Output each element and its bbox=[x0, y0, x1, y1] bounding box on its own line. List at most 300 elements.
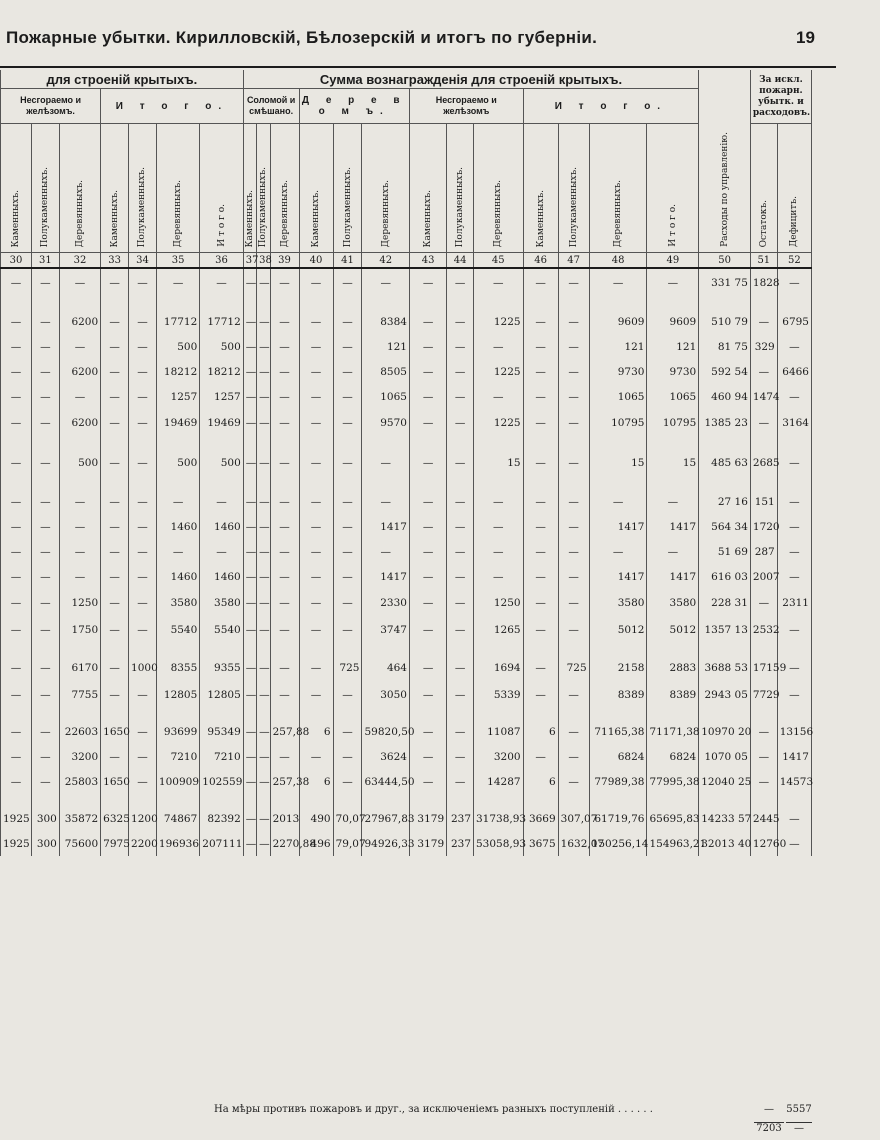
table-cell: 7210 bbox=[200, 744, 243, 769]
spacer-cell bbox=[31, 794, 59, 806]
table-cell: — bbox=[409, 514, 446, 539]
table-cell: — bbox=[299, 682, 333, 707]
table-cell: 7975 bbox=[101, 831, 129, 856]
table-cell: — bbox=[558, 489, 589, 514]
table-cell: 6824 bbox=[647, 744, 699, 769]
table-cell: — bbox=[257, 268, 270, 297]
table-cell: — bbox=[523, 334, 558, 359]
table-cell: — bbox=[1, 682, 32, 707]
spacer-cell bbox=[299, 477, 333, 489]
table-cell: — bbox=[777, 384, 811, 409]
table-cell: — bbox=[1, 489, 32, 514]
spacer-cell bbox=[589, 642, 647, 654]
table-cell: — bbox=[1, 539, 32, 564]
table-cell: 592 54 bbox=[699, 359, 751, 384]
table-cell: — bbox=[299, 268, 333, 297]
spacer-cell bbox=[474, 297, 524, 309]
spacer-cell bbox=[257, 707, 270, 719]
table-cell: 82392 bbox=[200, 806, 243, 831]
table-cell: — bbox=[299, 564, 333, 589]
table-cell: — bbox=[777, 268, 811, 297]
table-cell: — bbox=[777, 831, 811, 856]
table-cell: 3179 bbox=[409, 806, 446, 831]
spacer-cell bbox=[299, 707, 333, 719]
table-cell: — bbox=[129, 589, 157, 617]
footnote-col52-bottom: — bbox=[786, 1122, 812, 1134]
table-cell: — bbox=[129, 334, 157, 359]
table-cell: 10795 bbox=[589, 409, 647, 437]
table-cell: 1417 bbox=[362, 564, 410, 589]
table-row bbox=[1, 564, 812, 589]
table-cell: 228 31 bbox=[699, 589, 751, 617]
table-cell: — bbox=[129, 564, 157, 589]
table-row bbox=[1, 769, 812, 794]
col-header-40: Каменныхъ. bbox=[299, 124, 333, 253]
table-cell: — bbox=[101, 617, 129, 642]
table-cell: — bbox=[257, 334, 270, 359]
spacer-cell bbox=[257, 794, 270, 806]
spacer-cell bbox=[474, 707, 524, 719]
table-cell: — bbox=[101, 359, 129, 384]
table-cell: 2158 bbox=[589, 654, 647, 682]
spacer-cell bbox=[777, 437, 811, 449]
spacer-cell bbox=[558, 477, 589, 489]
table-cell: 18212 bbox=[200, 359, 243, 384]
table-cell: 9570 bbox=[362, 409, 410, 437]
table-cell: 464 bbox=[362, 654, 410, 682]
table-cell: — bbox=[558, 769, 589, 794]
table-cell: — bbox=[333, 489, 362, 514]
table-cell: 237 bbox=[447, 806, 474, 831]
spacer-cell bbox=[270, 794, 299, 806]
spacer-cell bbox=[200, 707, 243, 719]
table-row bbox=[1, 831, 812, 856]
spacer-cell bbox=[156, 297, 199, 309]
spacer-row bbox=[1, 297, 812, 309]
table-cell: 12040 25 bbox=[699, 769, 751, 794]
table-cell: — bbox=[270, 589, 299, 617]
table-cell: — bbox=[299, 514, 333, 539]
table-cell: 3669 bbox=[523, 806, 558, 831]
table-cell: — bbox=[558, 309, 589, 334]
table-cell: 1460 bbox=[200, 514, 243, 539]
table-cell: 6 bbox=[299, 719, 333, 744]
column-number: 49 bbox=[647, 253, 699, 269]
table-cell: 3164 bbox=[777, 409, 811, 437]
spacer-row bbox=[1, 642, 812, 654]
column-number: 44 bbox=[447, 253, 474, 269]
table-cell: — bbox=[243, 654, 256, 682]
column-number: 33 bbox=[101, 253, 129, 269]
table-cell: — bbox=[257, 539, 270, 564]
table-cell: — bbox=[59, 539, 100, 564]
table-cell: 1460 bbox=[156, 514, 199, 539]
table-cell: 74867 bbox=[156, 806, 199, 831]
table-cell: — bbox=[474, 564, 524, 589]
table-cell: — bbox=[270, 409, 299, 437]
table-cell: — bbox=[362, 449, 410, 477]
table-cell: — bbox=[243, 268, 256, 297]
table-cell: — bbox=[523, 309, 558, 334]
table-cell: — bbox=[270, 682, 299, 707]
table-cell: — bbox=[299, 359, 333, 384]
table-cell: — bbox=[129, 384, 157, 409]
table-cell: — bbox=[59, 384, 100, 409]
table-cell: — bbox=[558, 268, 589, 297]
spacer-cell bbox=[750, 642, 777, 654]
spacer-cell bbox=[362, 794, 410, 806]
table-cell: — bbox=[447, 268, 474, 297]
table-cell: 94926,33 bbox=[362, 831, 410, 856]
table-cell: 5540 bbox=[200, 617, 243, 642]
table-cell: 1065 bbox=[362, 384, 410, 409]
spacer-cell bbox=[299, 642, 333, 654]
spacer-cell bbox=[523, 642, 558, 654]
table-cell: 151 bbox=[750, 489, 777, 514]
footnote-col52-top: 5557 bbox=[786, 1104, 812, 1115]
spacer-cell bbox=[31, 642, 59, 654]
table-cell: 59820,50 bbox=[362, 719, 410, 744]
table-cell: — bbox=[333, 384, 362, 409]
spacer-cell bbox=[699, 642, 751, 654]
table-cell: — bbox=[243, 719, 256, 744]
table-cell: — bbox=[333, 719, 362, 744]
table-cell: — bbox=[409, 682, 446, 707]
table-cell: — bbox=[333, 617, 362, 642]
table-row bbox=[1, 359, 812, 384]
table-cell: — bbox=[270, 268, 299, 297]
spacer-cell bbox=[558, 794, 589, 806]
spacer-cell bbox=[647, 707, 699, 719]
table-cell: — bbox=[101, 409, 129, 437]
table-cell: 6466 bbox=[777, 359, 811, 384]
table-cell: 9609 bbox=[589, 309, 647, 334]
table-cell: — bbox=[31, 654, 59, 682]
table-cell: — bbox=[299, 654, 333, 682]
table-cell: — bbox=[333, 334, 362, 359]
table-cell: — bbox=[409, 564, 446, 589]
spacer-row bbox=[1, 707, 812, 719]
table-cell: — bbox=[447, 409, 474, 437]
table-cell: 1250 bbox=[474, 589, 524, 617]
table-cell: 485 63 bbox=[699, 449, 751, 477]
table-cell: — bbox=[447, 654, 474, 682]
table-cell: 6200 bbox=[59, 409, 100, 437]
table-cell: — bbox=[589, 489, 647, 514]
col-header-42: Деревянныхъ. bbox=[362, 124, 410, 253]
table-cell: — bbox=[31, 564, 59, 589]
table-cell: 5012 bbox=[589, 617, 647, 642]
spacer-cell bbox=[474, 437, 524, 449]
table-cell: 725 bbox=[558, 654, 589, 682]
table-cell: — bbox=[1, 589, 32, 617]
table-cell: — bbox=[257, 564, 270, 589]
spacer-cell bbox=[362, 707, 410, 719]
table-row bbox=[1, 654, 812, 682]
page-header bbox=[0, 0, 880, 60]
table-cell: — bbox=[243, 617, 256, 642]
spacer-cell bbox=[699, 707, 751, 719]
column-number-row bbox=[1, 253, 812, 269]
table-cell: — bbox=[243, 682, 256, 707]
col-header-33: Каменныхъ. bbox=[101, 124, 129, 253]
table-cell: — bbox=[243, 359, 256, 384]
table-cell: 3580 bbox=[647, 589, 699, 617]
column-number: 52 bbox=[777, 253, 811, 269]
table-cell: 121 bbox=[362, 334, 410, 359]
table-cell: — bbox=[409, 268, 446, 297]
table-cell: — bbox=[750, 589, 777, 617]
table-cell: — bbox=[409, 769, 446, 794]
table-cell: 51 69 bbox=[699, 539, 751, 564]
spacer-cell bbox=[647, 437, 699, 449]
table-cell: — bbox=[129, 268, 157, 297]
table-cell: 7729 bbox=[750, 682, 777, 707]
table-cell: 9609 bbox=[647, 309, 699, 334]
spacer-cell bbox=[523, 707, 558, 719]
table-cell: 3179 bbox=[409, 831, 446, 856]
table-cell: — bbox=[409, 744, 446, 769]
table-cell: — bbox=[523, 617, 558, 642]
column-number: 48 bbox=[589, 253, 647, 269]
table-cell: — bbox=[101, 589, 129, 617]
table-cell: — bbox=[129, 489, 157, 514]
spacer-cell bbox=[750, 794, 777, 806]
table-cell: — bbox=[558, 334, 589, 359]
table-cell: — bbox=[474, 334, 524, 359]
table-cell: 331 75 bbox=[699, 268, 751, 297]
table-cell: 32013 40 bbox=[699, 831, 751, 856]
table-cell: 2013 bbox=[270, 806, 299, 831]
spacer-cell bbox=[129, 642, 157, 654]
table-cell: 1460 bbox=[156, 564, 199, 589]
table-cell: 12805 bbox=[200, 682, 243, 707]
table-cell: 17159 bbox=[750, 654, 777, 682]
spacer-cell bbox=[129, 297, 157, 309]
spacer-cell bbox=[409, 707, 446, 719]
table-cell: 27 16 bbox=[699, 489, 751, 514]
spacer-cell bbox=[523, 297, 558, 309]
table-cell: — bbox=[362, 268, 410, 297]
spacer-cell bbox=[447, 794, 474, 806]
spacer-row bbox=[1, 477, 812, 489]
table-cell: 6325 bbox=[101, 806, 129, 831]
table-cell: 2200 bbox=[129, 831, 157, 856]
table-cell: 14573 bbox=[777, 769, 811, 794]
table-cell: — bbox=[1, 309, 32, 334]
spacer-cell bbox=[1, 437, 32, 449]
table-row bbox=[1, 334, 812, 359]
table-cell: — bbox=[299, 744, 333, 769]
table-cell: — bbox=[474, 539, 524, 564]
spacer-cell bbox=[200, 297, 243, 309]
table-cell: — bbox=[243, 309, 256, 334]
table-cell: — bbox=[523, 654, 558, 682]
table-cell: 1070 05 bbox=[699, 744, 751, 769]
table-cell: — bbox=[243, 769, 256, 794]
table-cell: — bbox=[333, 682, 362, 707]
table-cell: — bbox=[447, 449, 474, 477]
table-cell: 300 bbox=[31, 831, 59, 856]
spacer-cell bbox=[1, 642, 32, 654]
table-cell: — bbox=[523, 744, 558, 769]
table-cell: — bbox=[447, 589, 474, 617]
table-cell: — bbox=[270, 617, 299, 642]
table-cell: — bbox=[1, 617, 32, 642]
table-cell: — bbox=[750, 359, 777, 384]
spacer-cell bbox=[200, 794, 243, 806]
table-cell: — bbox=[523, 589, 558, 617]
spacer-cell bbox=[156, 707, 199, 719]
table-cell: — bbox=[409, 384, 446, 409]
table-cell: — bbox=[523, 268, 558, 297]
spacer-cell bbox=[409, 297, 446, 309]
table-cell: 257,88 bbox=[270, 719, 299, 744]
table-row bbox=[1, 744, 812, 769]
table-cell: — bbox=[31, 268, 59, 297]
table-cell: — bbox=[243, 589, 256, 617]
spacer-cell bbox=[101, 437, 129, 449]
footnote-col51-top: — bbox=[764, 1104, 774, 1115]
table-cell: 1257 bbox=[156, 384, 199, 409]
table-cell: — bbox=[31, 514, 59, 539]
page-number: 19 bbox=[796, 28, 815, 47]
table-cell: 1650 bbox=[101, 719, 129, 744]
table-cell: — bbox=[447, 334, 474, 359]
spacer-cell bbox=[59, 642, 100, 654]
table-cell: — bbox=[129, 719, 157, 744]
table-cell: — bbox=[558, 384, 589, 409]
table-cell: — bbox=[362, 539, 410, 564]
table-cell: — bbox=[474, 489, 524, 514]
spacer-cell bbox=[750, 297, 777, 309]
table-cell: — bbox=[101, 489, 129, 514]
table-cell: — bbox=[31, 384, 59, 409]
table-cell: 6 bbox=[523, 769, 558, 794]
spacer-cell bbox=[59, 477, 100, 489]
column-number: 34 bbox=[129, 253, 157, 269]
spacer-cell bbox=[31, 297, 59, 309]
table-cell: — bbox=[31, 409, 59, 437]
table-cell: 14233 57 bbox=[699, 806, 751, 831]
table-cell: — bbox=[409, 334, 446, 359]
table-cell: 27967,83 bbox=[362, 806, 410, 831]
table-cell: — bbox=[270, 514, 299, 539]
table-cell: — bbox=[558, 514, 589, 539]
table-cell: — bbox=[777, 682, 811, 707]
table-cell: — bbox=[1, 719, 32, 744]
spacer-cell bbox=[589, 794, 647, 806]
column-number: 30 bbox=[1, 253, 32, 269]
table-cell: 329 bbox=[750, 334, 777, 359]
table-cell: — bbox=[299, 409, 333, 437]
spacer-cell bbox=[101, 477, 129, 489]
table-cell: 2007 bbox=[750, 564, 777, 589]
table-cell: 1257 bbox=[200, 384, 243, 409]
table-cell: — bbox=[447, 682, 474, 707]
spacer-cell bbox=[101, 297, 129, 309]
spacer-cell bbox=[257, 297, 270, 309]
table-row bbox=[1, 489, 812, 514]
table-cell: — bbox=[101, 654, 129, 682]
table-cell: — bbox=[101, 384, 129, 409]
table-cell: 77989,38 bbox=[589, 769, 647, 794]
spacer-cell bbox=[647, 297, 699, 309]
table-cell: — bbox=[750, 719, 777, 744]
table-cell: 6200 bbox=[59, 309, 100, 334]
table-cell: 1925 bbox=[1, 831, 32, 856]
spacer-cell bbox=[474, 642, 524, 654]
table-cell: — bbox=[31, 449, 59, 477]
table-cell: — bbox=[129, 682, 157, 707]
table-cell: — bbox=[474, 514, 524, 539]
table-cell: — bbox=[270, 654, 299, 682]
table-cell: 3675 bbox=[523, 831, 558, 856]
spacer-cell bbox=[699, 297, 751, 309]
table-cell: 15 bbox=[589, 449, 647, 477]
table-cell: 61719,76 bbox=[589, 806, 647, 831]
table-cell: 2943 05 bbox=[699, 682, 751, 707]
table-cell: 9355 bbox=[200, 654, 243, 682]
table-cell: 18212 bbox=[156, 359, 199, 384]
table-cell: — bbox=[558, 409, 589, 437]
table-cell: — bbox=[257, 654, 270, 682]
table-cell: — bbox=[101, 682, 129, 707]
subgroup-total-right: И т о г о. bbox=[523, 89, 699, 124]
table-cell: — bbox=[447, 489, 474, 514]
table-cell: — bbox=[523, 489, 558, 514]
table-cell: 8384 bbox=[362, 309, 410, 334]
table-cell: 71165,38 bbox=[589, 719, 647, 744]
spacer-cell bbox=[243, 642, 256, 654]
table-cell: — bbox=[647, 268, 699, 297]
spacer-cell bbox=[59, 707, 100, 719]
table-cell: 257,38 bbox=[270, 769, 299, 794]
table-cell: — bbox=[243, 334, 256, 359]
table-cell: 237 bbox=[447, 831, 474, 856]
table-cell: — bbox=[31, 309, 59, 334]
table-cell: — bbox=[750, 769, 777, 794]
table-cell: — bbox=[31, 589, 59, 617]
spacer-cell bbox=[257, 437, 270, 449]
spacer-cell bbox=[589, 477, 647, 489]
table-cell: — bbox=[333, 409, 362, 437]
table-cell: — bbox=[270, 744, 299, 769]
subgroup-fireproof-right: Несгораемо и желѣзомъ bbox=[409, 89, 523, 124]
table-cell: — bbox=[1, 564, 32, 589]
table-cell: — bbox=[270, 449, 299, 477]
table-cell: 460 94 bbox=[699, 384, 751, 409]
spacer-cell bbox=[129, 707, 157, 719]
table-cell: 490 bbox=[299, 806, 333, 831]
col-header-52: Дефицитъ. bbox=[777, 124, 811, 253]
table-cell: 2270,88 bbox=[270, 831, 299, 856]
table-cell: 3580 bbox=[200, 589, 243, 617]
table-cell: — bbox=[558, 589, 589, 617]
table-cell: 564 34 bbox=[699, 514, 751, 539]
spacer-cell bbox=[243, 437, 256, 449]
table-cell: 1632,07 bbox=[558, 831, 589, 856]
table-cell: 13156 bbox=[777, 719, 811, 744]
table-cell: 1000 bbox=[129, 654, 157, 682]
table-cell: — bbox=[101, 564, 129, 589]
table-cell: — bbox=[409, 719, 446, 744]
table-cell: — bbox=[243, 539, 256, 564]
table-cell: — bbox=[129, 359, 157, 384]
table-cell: — bbox=[270, 309, 299, 334]
table-cell: — bbox=[1, 409, 32, 437]
spacer-cell bbox=[409, 437, 446, 449]
